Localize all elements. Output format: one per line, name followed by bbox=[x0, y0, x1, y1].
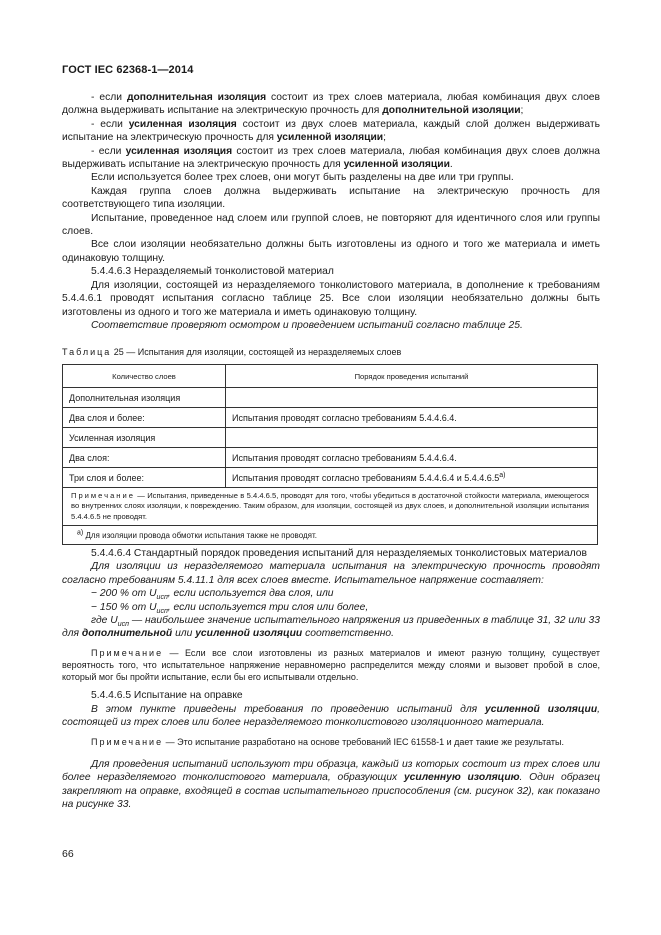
table-cell: Испытания проводят согласно требованиям 5.4.4.6.4 и 5.4.4.6.5$^{a)}$ bbox=[226, 468, 598, 488]
table-cell: Испытания проводят согласно требованиям 5.4.4.6.4. bbox=[226, 448, 598, 468]
table-footnote-row bbox=[63, 526, 598, 545]
paragraph-same-material: Все слои изоляции необязательно должны быть изготовлены из одного и того же материала и иметь одинаковую толщину. bbox=[62, 239, 600, 264]
table-caption: Таблица 25 — Испытания для изоляции, состоящей из неразделяемых слоев bbox=[62, 347, 402, 357]
table-row bbox=[63, 428, 598, 448]
table-note-row bbox=[63, 488, 598, 526]
table-footnote: $^{a)}$ Для изоляции провода обмотки испытания также не проводят. bbox=[63, 526, 598, 545]
table-cell: Испытания проводят согласно требованиям 5.4.4.6.4. bbox=[226, 408, 598, 428]
table-row bbox=[63, 468, 598, 488]
paragraph-reinforced-two-layers: - если усиленная изоляция состоит из двух слоев материала, каждый слой должен выдерживать испытание на электрическую прочность для усиленной изоляции; bbox=[62, 118, 600, 144]
paragraph-no-repeat: Испытание, проведенное над слоем или группой слоев, не повторяют для идентичного слоя или группы слоев. bbox=[62, 212, 600, 238]
paragraph-layer-groups: Если используется более трех слоев, они могут быть разделены на две или три группы. bbox=[91, 172, 514, 184]
note-different-materials: Примечание — Если все слои изготовлены из разных материалов и имеют разную толщину, существует вероятность того, что испытательное напряжение неравномерно распределится между слоями и вызовет пробой в слое, который мог бы пройти испытание, если бы его испытывали отдельно. bbox=[62, 647, 600, 683]
table-row bbox=[63, 408, 598, 428]
paragraph-mandrel-scope: В этом пункте приведены требования по проведению испытаний для усиленной изоляции, состоящей из трех слоев или более неразделяемого тонколистового изоляционного материала. bbox=[62, 703, 600, 729]
table-cell: Три слоя и более: bbox=[63, 468, 226, 488]
column-header-procedure: Порядок проведения испытаний bbox=[226, 365, 598, 388]
section-heading-5-4-4-6-3: 5.4.4.6.3 Неразделяемый тонколистовой материал bbox=[91, 266, 334, 278]
table-cell: Два слоя и более: bbox=[63, 408, 226, 428]
list-item-200-percent: − 200 % от $U_{исп}$, если используется два слоя, или bbox=[91, 588, 334, 602]
section-heading-5-4-4-6-5: 5.4.4.6.5 Испытание на оправке bbox=[91, 690, 243, 702]
paragraph-three-samples: Для проведения испытаний используют три образца, каждый из которых состоит из трех слоев или более неразделяемого тонколистового материала, образующих усиленную изоляцию. Один образец закрепляют на оправке, входящей в состав испытательного приспособления (см. рисунок 32), как показано на рисунке 33. bbox=[62, 758, 600, 811]
table-cell: Усиленная изоляция bbox=[63, 428, 226, 448]
paragraph-voltage-definition: где $U_{исп}$ — наибольшее значение испытательного напряжения из приведенных в таблице 31, 32 или 33 для дополнительной или усиленной изоляции соответственно. bbox=[62, 615, 600, 640]
paragraph-thin-sheet: Для изоляции, состоящей из неразделяемого тонколистового материала, в дополнение к требованиям 5.4.4.6.1 проводят испытания согласно таблице 25. Все слои изоляции необязательно должны быть изготовлены из одного и того же материала и иметь одинаковую толщину. bbox=[62, 279, 600, 318]
document-header: ГОСТ IEC 62368-1—2014 bbox=[62, 64, 194, 76]
table-note: Примечание — Испытания, приведенные в 5.4.4.6.5, проводят для того, чтобы убедиться в достаточной стойкости материала, имеющегося во внутренних слоях изоляции, к повреждению. Таким образом, для изоляции, состоящей из двух слоев, и дополнительной изоляции испытания 5.4.4.6.5 не проводят. bbox=[63, 488, 598, 526]
note-iec-61558: Примечание — Это испытание разработано на основе требований IEC 61558-1 и дает такие же результаты. bbox=[91, 736, 565, 747]
table-header-row bbox=[63, 365, 598, 388]
table-cell: Два слоя: bbox=[63, 448, 226, 468]
table-cell: Дополнительная изоляция bbox=[63, 388, 226, 408]
body-bottom bbox=[62, 547, 600, 812]
body-top bbox=[62, 91, 600, 332]
section-heading-5-4-4-6-4: 5.4.4.6.4 Стандартный порядок проведения испытаний для неразделяемых тонколистовых материалов bbox=[91, 548, 587, 559]
page-number: 66 bbox=[62, 848, 74, 860]
table-row bbox=[63, 448, 598, 468]
list-item-150-percent: − 150 % от $U_{исп}$, если используется три слоя или более, bbox=[91, 601, 369, 615]
paragraph-test-voltage: Для изоляции из неразделяемого материала испытания на электрическую прочность проводят согласно требованиям 5.4.11.1 для всех слоев вместе. Испытательное напряжение составляет: bbox=[62, 561, 600, 586]
paragraph-reinforced-three-layers: - если усиленная изоляция состоит из трех слоев материала, любая комбинация двух слоев должна выдерживать испытание на электрическую прочность для усиленной изоляции. bbox=[62, 145, 600, 171]
table-25 bbox=[62, 364, 598, 545]
table-row bbox=[63, 388, 598, 408]
column-header-layers: Количество слоев bbox=[63, 365, 226, 388]
table-cell bbox=[226, 428, 598, 448]
paragraph-compliance: Соответствие проверяют осмотром и проведением испытаний согласно таблице 25. bbox=[91, 319, 523, 331]
paragraph-additional-insulation: - если дополнительная изоляция состоит из трех слоев материала, любая комбинация двух слоев должна выдерживать испытание на электрическую прочность для дополнительной изоляции; bbox=[62, 92, 600, 117]
table-cell bbox=[226, 388, 598, 408]
paragraph-group-test: Каждая группа слоев должна выдерживать испытание на электрическую прочность для соответствующего типа изоляции. bbox=[62, 185, 600, 211]
